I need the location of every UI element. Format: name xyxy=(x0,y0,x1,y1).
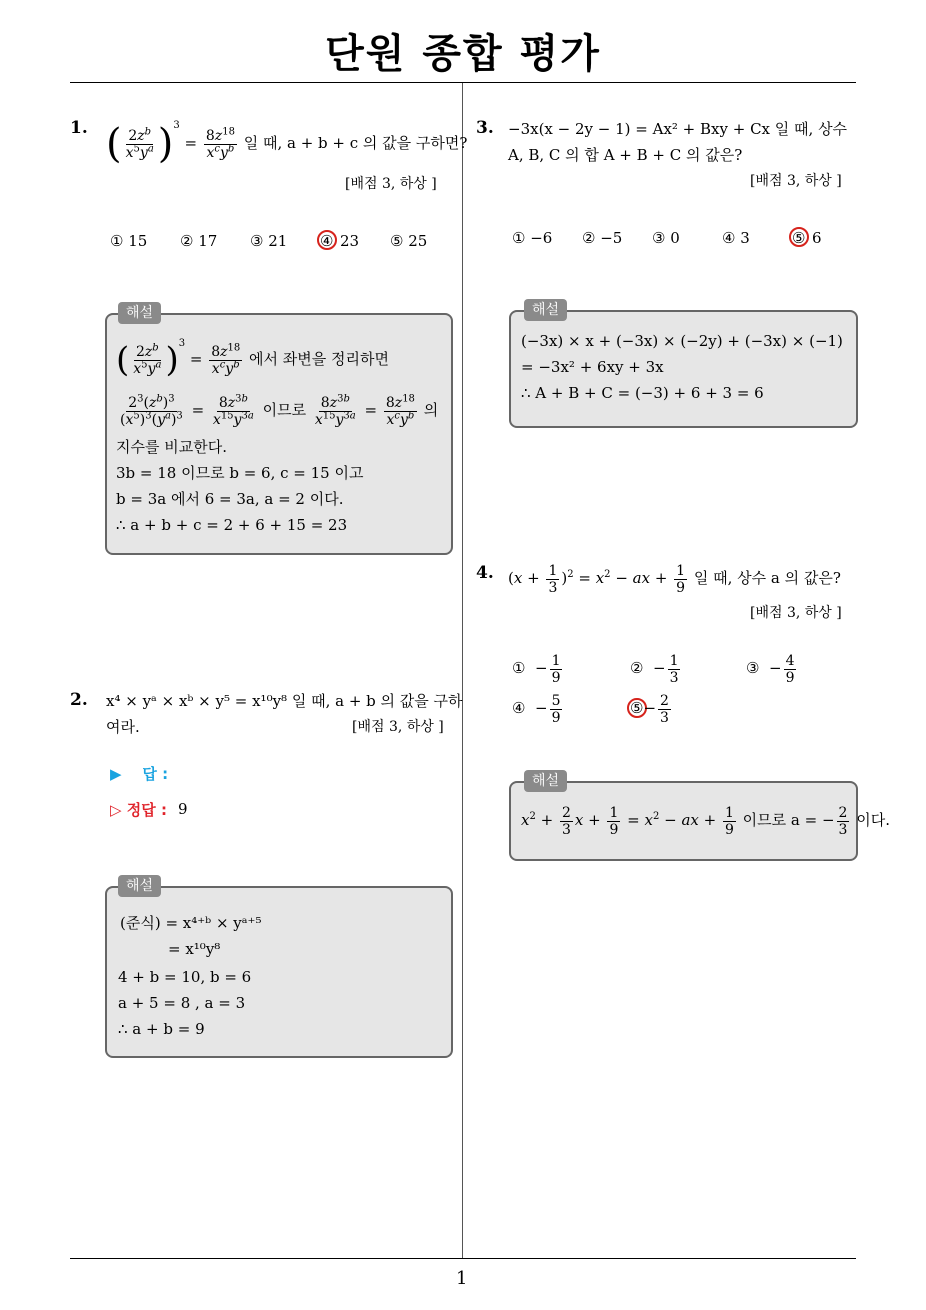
solution-tag: 해설 xyxy=(118,302,161,324)
answer-input-label[interactable]: ▶ 답 : xyxy=(110,765,169,783)
score-label: [배점 3, 하상 ] xyxy=(750,605,842,621)
solution-line-1: (준식) = x⁴⁺ᵇ × yᵃ⁺⁵ xyxy=(120,914,262,932)
footer-rule xyxy=(70,1258,856,1259)
choice-1[interactable]: ① −6 xyxy=(512,229,553,247)
choice-numerator: 4 xyxy=(785,652,795,669)
solution-line-2: = −3x² + 6xy + 3x xyxy=(521,358,664,376)
solution-line-4: a + 5 = 8 , a = 3 xyxy=(118,994,246,1012)
choice-mark: ⑤ xyxy=(630,699,644,717)
question-stem-cont: 여라. xyxy=(106,718,140,736)
choice-4[interactable]: ④ xyxy=(320,232,334,250)
choice-denominator: 9 xyxy=(785,669,795,686)
header-rule xyxy=(70,82,856,83)
solution-line-3: 4 + b = 10, b = 6 xyxy=(118,968,252,986)
solution-text: 이므로 xyxy=(262,401,307,419)
question-stem-text: 일 때, a + b + c 의 값을 구하면? xyxy=(243,134,468,152)
solution-line-2: = x¹⁰y⁸ xyxy=(168,940,221,958)
choice-3[interactable]: ③ 21 xyxy=(250,232,288,250)
choice-mark: ② xyxy=(630,659,644,677)
choice-1[interactable]: ① − $\frac{1}{9}$ xyxy=(512,652,561,686)
choice-5[interactable]: ⑤ xyxy=(792,229,806,247)
question-number: 2. xyxy=(70,690,88,710)
choice-numerator: 2 xyxy=(660,692,669,709)
question-stem-text: 일 때, 상수 a 의 값은? xyxy=(693,569,841,587)
correct-answer-label: ▷ 정답 : xyxy=(110,801,167,819)
score-label: [배점 3, 하상 ] xyxy=(345,176,437,192)
solution-line-5: ∴ a + b = 9 xyxy=(118,1020,205,1038)
solution-tag: 해설 xyxy=(524,770,567,792)
solution-tag: 해설 xyxy=(524,299,567,321)
choice-numerator: 1 xyxy=(669,652,679,669)
choice-4[interactable]: ④ − $\frac{5}{9}$ xyxy=(512,692,561,726)
choice-numerator: 5 xyxy=(551,692,561,709)
choice-4-value: 23 xyxy=(340,232,360,250)
choice-5[interactable]: ⑤− $\frac{2}{3}$ xyxy=(630,692,669,726)
question-stem: (x + $\frac{1}{3}$ )$^2 = x^2$ − ax + $\frac{1}{9}$ 일 때, 상수 a 의 값은? xyxy=(508,562,841,596)
choice-denominator: 3 xyxy=(669,669,679,686)
solution-line-4: 3b = 18 이므로 b = 6, c = 15 이고 xyxy=(116,464,364,482)
choice-4[interactable]: ④ 3 xyxy=(722,229,750,247)
choice-mark: ① xyxy=(512,659,526,677)
question-stem-cont: A, B, C 의 합 A + B + C 의 값은? xyxy=(508,146,743,164)
solution-line-1: $x^2$ + $\frac{2}{3}$ x + $\frac{1}{9}$ = $x^2$ − ax + $\frac{1}{9}$ 이므로 a = − $\frac{2}{3}$ 이다. xyxy=(521,804,890,838)
choice-denominator: 9 xyxy=(551,709,561,726)
question-stem: x⁴ × yᵃ × xᵇ × y⁵ = x¹⁰y⁸ 일 때, a + b 의 값을 구하 xyxy=(106,692,463,710)
choice-2[interactable]: ② 17 xyxy=(180,232,218,250)
solution-line-5: b = 3a 에서 6 = 3a, a = 2 이다. xyxy=(116,490,344,508)
solution-line-2: $\frac{2^3(z^b)^3}{(x^5)^3(y^a)^3}$ = $\frac{8z^{3b}}{x^{15}y^{3a}}$ 이므로 $\frac{8z^{3b}}{x^{15}y^{3a}}$ = $\frac{8z^{18}}{x^cy^b}$ 의 xyxy=(120,392,439,428)
solution-tag: 해설 xyxy=(118,875,161,897)
question-stem: −3x(x − 2y − 1) = Ax² + Bxy + Cx 일 때, 상수 xyxy=(508,120,848,138)
choice-mark: ③ xyxy=(746,659,760,677)
solution-line-1: ( $\frac{2z^b}{x^5y^a}$ )$^3$ = $\frac{8z^{18}}{x^cy^b}$ 에서 좌변을 정리하면 xyxy=(116,338,389,380)
solution-text: 이다. xyxy=(856,811,890,829)
correct-answer-value: 9 xyxy=(178,800,188,818)
solution-text: 에서 좌변을 정리하면 xyxy=(249,350,389,368)
question-stem: ( $\frac{2z^b}{x^5y^a}$ )$^3$ = $\frac{8z^{18}}{x^cy^b}$ 일 때, a + b + c 의 값을 구하면? xyxy=(106,120,468,167)
choice-3[interactable]: ③ 0 xyxy=(652,229,680,247)
choice-5-value: 6 xyxy=(812,229,822,247)
solution-text: 이므로 a = − xyxy=(742,811,835,829)
score-label: [배점 3, 하상 ] xyxy=(352,719,444,735)
question-number: 1. xyxy=(70,118,88,138)
solution-line-3: 지수를 비교한다. xyxy=(116,438,227,456)
choice-denominator: 3 xyxy=(660,709,669,726)
choice-mark: ④ xyxy=(512,699,526,717)
choice-2[interactable]: ② − $\frac{1}{3}$ xyxy=(630,652,679,686)
score-label: [배점 3, 하상 ] xyxy=(750,173,842,189)
solution-line-1: (−3x) × x + (−3x) × (−2y) + (−3x) × (−1) xyxy=(521,332,843,350)
solution-line-3: ∴ A + B + C = (−3) + 6 + 3 = 6 xyxy=(521,384,764,402)
choice-2[interactable]: ② −5 xyxy=(582,229,623,247)
choice-5[interactable]: ⑤ 25 xyxy=(390,232,428,250)
choice-numerator: 1 xyxy=(551,652,561,669)
question-number: 3. xyxy=(476,118,494,138)
choice-denominator: 9 xyxy=(551,669,561,686)
solution-text: 의 xyxy=(423,401,439,419)
choice-3[interactable]: ③ − $\frac{4}{9}$ xyxy=(746,652,795,686)
page-title: 단원 종합 평가 xyxy=(325,31,601,77)
column-divider xyxy=(462,83,463,1259)
question-number: 4. xyxy=(476,563,494,583)
page-number: 1 xyxy=(456,1268,468,1289)
choice-1[interactable]: ① 15 xyxy=(110,232,148,250)
solution-line-6: ∴ a + b + c = 2 + 6 + 15 = 23 xyxy=(116,516,348,534)
